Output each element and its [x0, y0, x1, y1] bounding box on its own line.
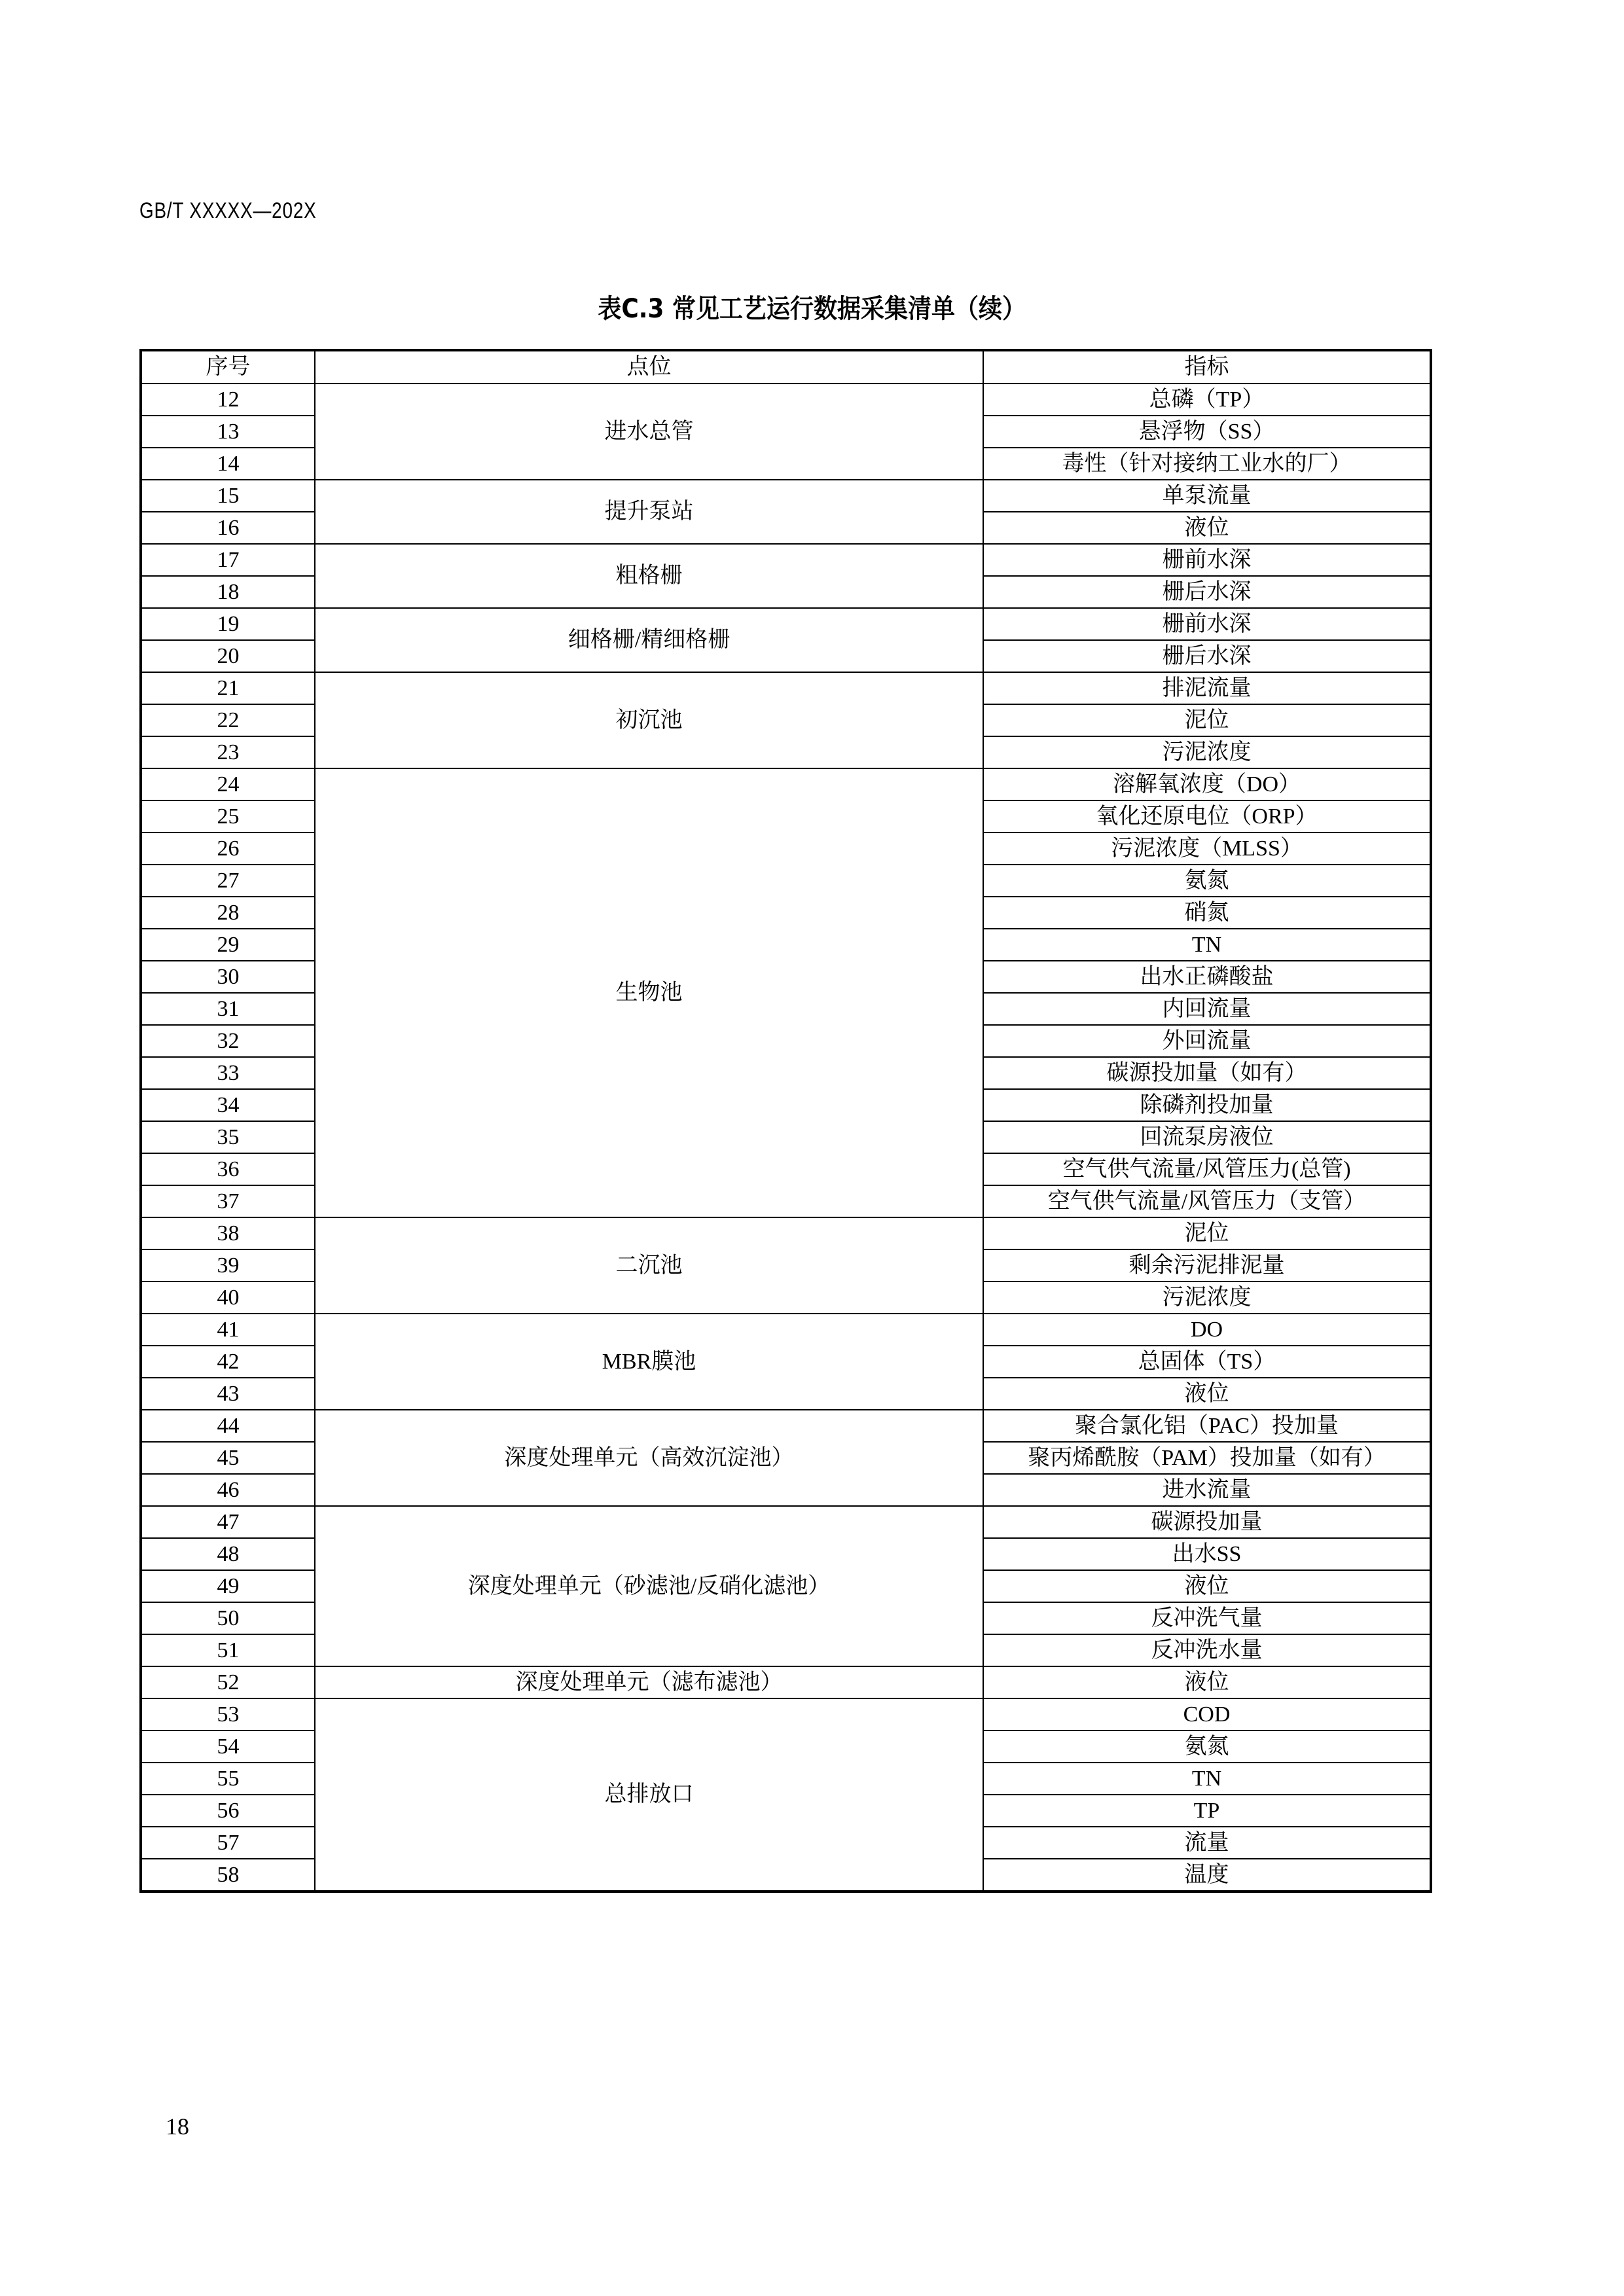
- cell-no: 56: [141, 1795, 315, 1827]
- cell-indicator: 空气供气流量/风管压力（支管）: [983, 1185, 1431, 1217]
- table-row: [141, 1217, 1431, 1249]
- cell-no: 50: [141, 1602, 315, 1634]
- table-row: [141, 1698, 1431, 1731]
- cell-indicator: 单泵流量: [983, 480, 1431, 512]
- cell-indicator: 栅后水深: [983, 640, 1431, 672]
- cell-no: 55: [141, 1763, 315, 1795]
- cell-no: 47: [141, 1506, 315, 1538]
- cell-indicator: 液位: [983, 512, 1431, 544]
- column-header-location: 点位: [315, 350, 983, 384]
- cell-no: 53: [141, 1698, 315, 1731]
- cell-indicator: 排泥流量: [983, 672, 1431, 704]
- cell-indicator: 污泥浓度: [983, 736, 1431, 768]
- cell-location: 初沉池: [315, 672, 983, 768]
- table-row: [141, 768, 1431, 800]
- table-row: [141, 384, 1431, 416]
- cell-no: 26: [141, 833, 315, 865]
- cell-indicator: 栅前水深: [983, 544, 1431, 576]
- cell-indicator: 总固体（TS）: [983, 1346, 1431, 1378]
- cell-indicator: TN: [983, 929, 1431, 961]
- cell-indicator: 污泥浓度: [983, 1282, 1431, 1314]
- cell-no: 18: [141, 576, 315, 608]
- column-header-no: 序号: [141, 350, 315, 384]
- cell-no: 52: [141, 1666, 315, 1698]
- cell-no: 12: [141, 384, 315, 416]
- table-row: [141, 608, 1431, 640]
- cell-no: 30: [141, 961, 315, 993]
- cell-no: 15: [141, 480, 315, 512]
- cell-no: 17: [141, 544, 315, 576]
- cell-no: 27: [141, 865, 315, 897]
- cell-indicator: DO: [983, 1314, 1431, 1346]
- cell-no: 24: [141, 768, 315, 800]
- cell-no: 28: [141, 897, 315, 929]
- cell-no: 39: [141, 1249, 315, 1282]
- table-row: [141, 1410, 1431, 1442]
- cell-location: 粗格栅: [315, 544, 983, 608]
- cell-location: 总排放口: [315, 1698, 983, 1892]
- cell-indicator: 碳源投加量（如有）: [983, 1057, 1431, 1089]
- cell-indicator: 内回流量: [983, 993, 1431, 1025]
- cell-no: 45: [141, 1442, 315, 1474]
- cell-no: 16: [141, 512, 315, 544]
- cell-indicator: 空气供气流量/风管压力(总管): [983, 1153, 1431, 1185]
- cell-indicator: 除磷剂投加量: [983, 1089, 1431, 1121]
- cell-indicator: 聚合氯化铝（PAC）投加量: [983, 1410, 1431, 1442]
- cell-no: 58: [141, 1859, 315, 1892]
- cell-no: 37: [141, 1185, 315, 1217]
- cell-no: 40: [141, 1282, 315, 1314]
- cell-indicator: 液位: [983, 1570, 1431, 1602]
- cell-indicator: 氧化还原电位（ORP）: [983, 800, 1431, 833]
- cell-no: 19: [141, 608, 315, 640]
- cell-indicator: 出水正磷酸盐: [983, 961, 1431, 993]
- cell-indicator: 聚丙烯酰胺（PAM）投加量（如有）: [983, 1442, 1431, 1474]
- table-row: [141, 1314, 1431, 1346]
- cell-no: 31: [141, 993, 315, 1025]
- cell-location: 二沉池: [315, 1217, 983, 1314]
- cell-no: 13: [141, 416, 315, 448]
- cell-no: 23: [141, 736, 315, 768]
- cell-indicator: 出水SS: [983, 1538, 1431, 1570]
- standard-code: GB/T XXXXX—202X: [139, 198, 317, 223]
- cell-indicator: 液位: [983, 1666, 1431, 1698]
- cell-indicator: 泥位: [983, 704, 1431, 736]
- cell-no: 35: [141, 1121, 315, 1153]
- cell-location: 深度处理单元（滤布滤池）: [315, 1666, 983, 1698]
- cell-location: 深度处理单元（砂滤池/反硝化滤池）: [315, 1506, 983, 1666]
- cell-no: 29: [141, 929, 315, 961]
- cell-indicator: 氨氮: [983, 1731, 1431, 1763]
- cell-indicator: 溶解氧浓度（DO）: [983, 768, 1431, 800]
- cell-indicator: 栅后水深: [983, 576, 1431, 608]
- cell-indicator: 毒性（针对接纳工业水的厂）: [983, 448, 1431, 480]
- cell-indicator: 泥位: [983, 1217, 1431, 1249]
- cell-indicator: 剩余污泥排泥量: [983, 1249, 1431, 1282]
- cell-indicator: 栅前水深: [983, 608, 1431, 640]
- cell-location: 生物池: [315, 768, 983, 1217]
- cell-indicator: 反冲洗水量: [983, 1634, 1431, 1666]
- page-number: 18: [166, 2113, 189, 2140]
- cell-no: 51: [141, 1634, 315, 1666]
- cell-no: 41: [141, 1314, 315, 1346]
- cell-no: 42: [141, 1346, 315, 1378]
- cell-indicator: 回流泵房液位: [983, 1121, 1431, 1153]
- cell-no: 21: [141, 672, 315, 704]
- column-header-indicator: 指标: [983, 350, 1431, 384]
- cell-no: 33: [141, 1057, 315, 1089]
- cell-indicator: 污泥浓度（MLSS）: [983, 833, 1431, 865]
- cell-no: 46: [141, 1474, 315, 1506]
- cell-indicator: TP: [983, 1795, 1431, 1827]
- table-body: [141, 384, 1431, 1892]
- cell-indicator: 反冲洗气量: [983, 1602, 1431, 1634]
- cell-no: 25: [141, 800, 315, 833]
- cell-indicator: 总磷（TP）: [983, 384, 1431, 416]
- cell-no: 43: [141, 1378, 315, 1410]
- table-row: [141, 1506, 1431, 1538]
- table-row: [141, 1666, 1431, 1698]
- table-row: [141, 480, 1431, 512]
- data-collection-table: [139, 349, 1432, 1893]
- cell-no: 34: [141, 1089, 315, 1121]
- cell-indicator: COD: [983, 1698, 1431, 1731]
- cell-no: 38: [141, 1217, 315, 1249]
- cell-location: 提升泵站: [315, 480, 983, 544]
- cell-indicator: 温度: [983, 1859, 1431, 1892]
- cell-indicator: 外回流量: [983, 1025, 1431, 1057]
- cell-no: 36: [141, 1153, 315, 1185]
- cell-indicator: TN: [983, 1763, 1431, 1795]
- cell-location: MBR膜池: [315, 1314, 983, 1410]
- cell-no: 49: [141, 1570, 315, 1602]
- cell-indicator: 碳源投加量: [983, 1506, 1431, 1538]
- cell-no: 54: [141, 1731, 315, 1763]
- cell-location: 深度处理单元（高效沉淀池）: [315, 1410, 983, 1506]
- table-row: [141, 672, 1431, 704]
- cell-indicator: 氨氮: [983, 865, 1431, 897]
- cell-location: 细格栅/精细格栅: [315, 608, 983, 672]
- table-row: [141, 544, 1431, 576]
- cell-no: 57: [141, 1827, 315, 1859]
- cell-indicator: 流量: [983, 1827, 1431, 1859]
- cell-no: 44: [141, 1410, 315, 1442]
- cell-no: 20: [141, 640, 315, 672]
- cell-indicator: 硝氮: [983, 897, 1431, 929]
- table-header-row: [141, 350, 1431, 384]
- cell-indicator: 液位: [983, 1378, 1431, 1410]
- cell-location: 进水总管: [315, 384, 983, 480]
- table-title: 表C.3 常见工艺运行数据采集清单（续）: [598, 294, 1026, 324]
- cell-no: 32: [141, 1025, 315, 1057]
- cell-indicator: 进水流量: [983, 1474, 1431, 1506]
- cell-no: 22: [141, 704, 315, 736]
- cell-no: 48: [141, 1538, 315, 1570]
- cell-indicator: 悬浮物（SS）: [983, 416, 1431, 448]
- cell-no: 14: [141, 448, 315, 480]
